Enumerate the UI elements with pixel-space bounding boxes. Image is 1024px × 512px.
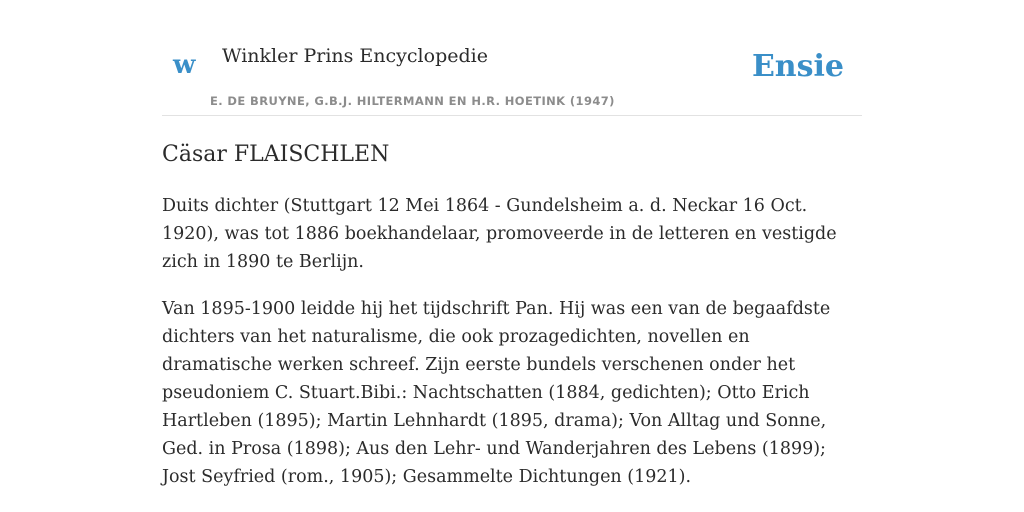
site-header: [162, 0, 862, 116]
ensie-logo[interactable]: Ensie: [751, 49, 844, 84]
publication-title[interactable]: Winkler Prins Encyclopedie: [222, 45, 488, 67]
article-paragraph: Duits dichter (Stuttgart 12 Mei 1864 - Gundelsheim a. d. Neckar 16 Oct. 1920), was tot 1886 boekhandelaar, promoveerde in de letteren en vestigde zich in 1890 te Berlijn.: [162, 196, 837, 272]
logo-w-icon[interactable]: w: [173, 50, 196, 80]
authors-line: E. DE BRUYNE, G.B.J. HILTERMANN EN H.R. HOETINK (1947): [210, 94, 615, 108]
article-title: Cäsar FLAISCHLEN: [162, 142, 390, 167]
article-paragraph: Van 1895-1900 leidde hij het tijdschrift Pan. Hij was een van de begaafdste dichters van het naturalisme, die ook prozagedichten, novellen en dramatische werken schreef. Zijn eerste bundels verschenen onder het pseudoniem C. Stuart.Bibi.: Nachtschatten (1884, gedichten); Otto Erich Hartleben (1895); Martin Lehnhardt (1895, drama); Von Alltag und Sonne, Ged. in Prosa (1898); Aus den Lehr- und Wanderjahren des Lebens (1899); Jost Seyfried (rom., 1905); Gesammelte Dichtungen (1921).: [162, 299, 831, 487]
page: [162, 0, 862, 512]
